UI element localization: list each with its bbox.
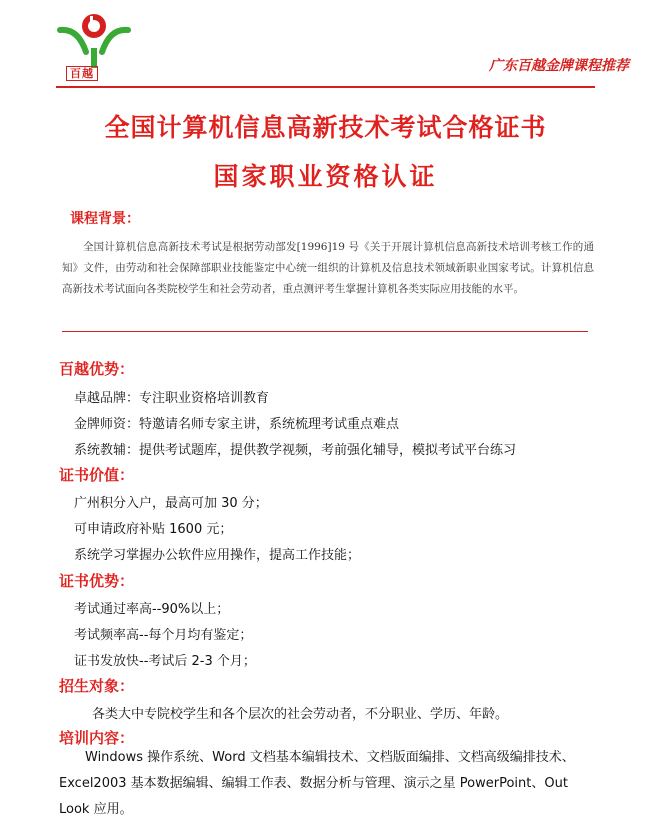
- list-item: 金牌师资：特邀请名师专家主讲，系统梳理考试重点难点: [74, 417, 400, 432]
- content-text: Windows 操作系统、Word 文档基本编辑技术、文档版面编排、文档高级编排技术、Excel2003 基本数据编辑、编辑工作表、数据分析与管理、演示之星 PowerPoint、Out Look 应用。: [59, 750, 575, 817]
- logo-text: 百越: [66, 66, 98, 81]
- background-heading: 课程背景：: [70, 211, 140, 227]
- cert-advantages-heading: 证书优势：: [59, 572, 135, 590]
- target-heading: 招生对象：: [59, 677, 135, 695]
- page-subtitle: 国家职业资格认证: [213, 162, 438, 191]
- section-divider: [62, 331, 588, 332]
- value-heading: 证书价值：: [59, 466, 135, 484]
- header-divider: [56, 86, 595, 88]
- header-tagline: 广东百越金牌课程推荐: [489, 58, 629, 74]
- list-item: 系统学习掌握办公软件应用操作，提高工作技能；: [74, 548, 361, 563]
- page-title: 全国计算机信息高新技术考试合格证书: [104, 113, 547, 142]
- list-item: 系统教辅：提供考试题库，提供教学视频，考前强化辅导，模拟考试平台练习: [74, 443, 517, 458]
- list-item: 考试通过率高--90%以上；: [74, 602, 230, 617]
- advantages-heading: 百越优势：: [59, 360, 135, 378]
- target-text: 各类大中专院校学生和各个层次的社会劳动者，不分职业、学历、年龄。: [92, 707, 509, 722]
- list-item: 考试频率高--每个月均有鉴定；: [74, 628, 253, 643]
- content-heading: 培训内容：: [59, 729, 135, 747]
- list-item: 证书发放快--考试后 2-3 个月；: [74, 654, 256, 669]
- background-text: 全国计算机信息高新技术考试是根据劳动部发[1996]19 号《关于开展计算机信息高新技术培训考核工作的通知》文件，由劳动和社会保障部职业技能鉴定中心统一组织的计算机及信息技术领域新职业国家考试。计算机信息高新技术考试面向各类院校学生和社会劳动者，重点测评考生掌握计算机各类实际应用技能的水平。: [62, 241, 594, 295]
- list-item: 广州积分入户，最高可加 30 分；: [74, 496, 268, 511]
- list-item: 可申请政府补贴 1600 元；: [74, 522, 233, 537]
- list-item: 卓越品牌：专注职业资格培训教育: [74, 391, 270, 406]
